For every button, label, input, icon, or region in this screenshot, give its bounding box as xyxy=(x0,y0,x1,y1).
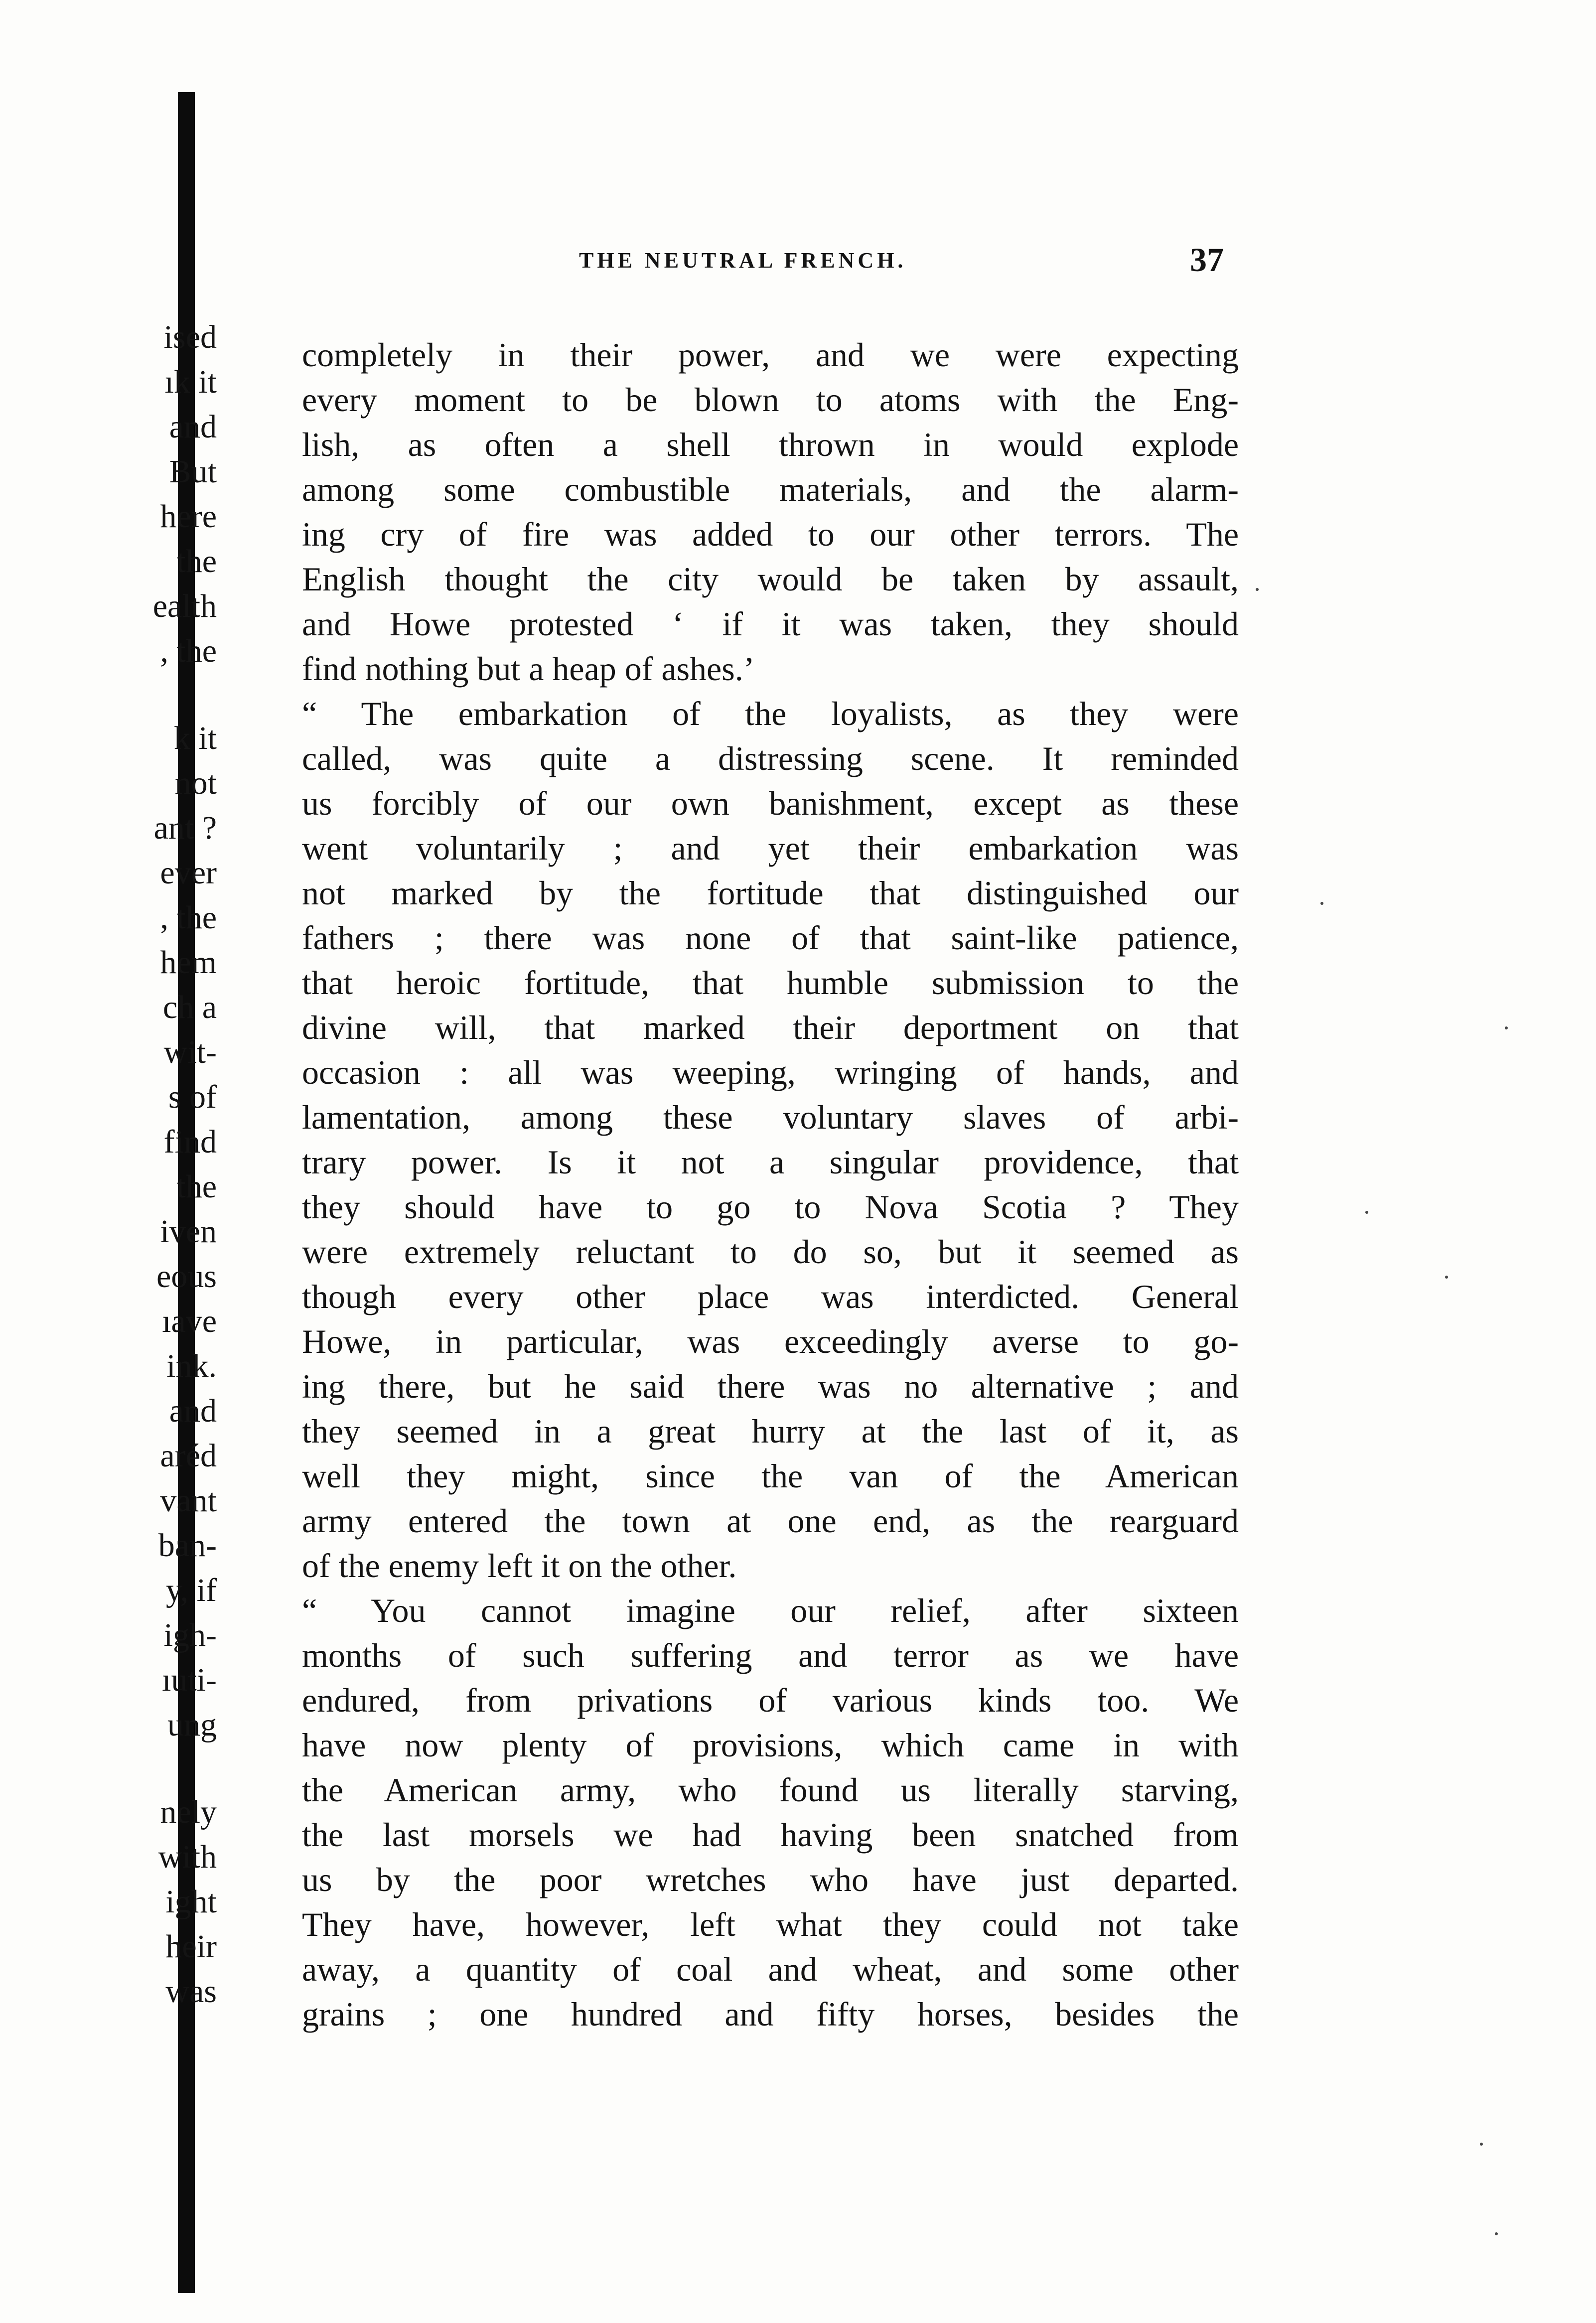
text-line: went voluntarily ; and yet their embarkation was xyxy=(302,829,1239,867)
text-line: the American army, who found us literally starving, xyxy=(302,1771,1239,1809)
running-head: THE NEUTRAL FRENCH. xyxy=(579,248,907,273)
margin-fragment: and xyxy=(169,1393,217,1429)
margin-fragment: , the xyxy=(160,899,217,936)
scan-speck xyxy=(1495,2232,1498,2235)
text-line: divine will, that marked their deportment on that xyxy=(302,1009,1239,1046)
margin-fragment: ight xyxy=(165,1884,217,1920)
text-line: They have, however, left what they could not take xyxy=(302,1905,1239,1943)
scan-speck xyxy=(1445,1276,1448,1279)
text-line: endured, from privations of various kinds too. We xyxy=(302,1681,1239,1719)
margin-fragment: here xyxy=(160,498,217,535)
text-line: months of such suffering and terror as we have xyxy=(302,1636,1239,1674)
text-line: they seemed in a great hurry at the last of it, as xyxy=(302,1412,1239,1450)
text-line: not marked by the fortitude that distinguished our xyxy=(302,874,1239,912)
margin-fragment: ık it xyxy=(164,364,217,400)
margin-fragment: vant xyxy=(160,1482,217,1519)
text-line: find nothing but a heap of ashes.’ xyxy=(302,650,755,688)
margin-fragment: ch a xyxy=(162,989,217,1025)
margin-fragment: hem xyxy=(160,944,217,981)
text-line: army entered the town at one end, as the rearguard xyxy=(302,1502,1239,1540)
scan-speck xyxy=(1256,588,1259,591)
text-line: ing there, but he said there was no alternative ; and xyxy=(302,1367,1239,1405)
text-line: grains ; one hundred and fifty horses, besides the xyxy=(302,1995,1239,2033)
margin-fragment: eous xyxy=(156,1258,217,1295)
margin-fragment: not xyxy=(174,765,217,801)
margin-fragment: aréd xyxy=(160,1438,217,1474)
margin-fragment: the xyxy=(176,543,217,580)
margin-fragment: ant ? xyxy=(153,810,217,846)
margin-fragment: , the xyxy=(160,633,217,669)
margin-fragment: the xyxy=(176,1168,217,1205)
text-line: ing cry of fire was added to our other terrors. The xyxy=(302,515,1239,553)
text-line: they should have to go to Nova Scotia ? They xyxy=(302,1188,1239,1226)
margin-fragment: igh- xyxy=(163,1617,217,1653)
margin-fragment: heir xyxy=(165,1928,217,1965)
text-line: the last morsels we had having been snatched from xyxy=(302,1816,1239,1854)
text-line: that heroic fortitude, that humble submission to the xyxy=(302,964,1239,1002)
text-line: completely in their power, and we were expecting xyxy=(302,336,1239,374)
margin-fragment: and xyxy=(169,409,217,445)
margin-fragment: s of xyxy=(168,1079,217,1115)
text-line: fathers ; there was none of that saint-like patience, xyxy=(302,919,1239,957)
margin-fragment: wit- xyxy=(163,1034,217,1070)
margin-fragment: was xyxy=(165,1973,217,2010)
text-line: and Howe protested ‘ if it was taken, they should xyxy=(302,605,1239,643)
text-line: every moment to be blown to atoms with the Eng- xyxy=(302,381,1239,419)
margin-fragment: ever xyxy=(160,855,217,891)
text-line: well they might, since the van of the American xyxy=(302,1457,1239,1495)
margin-fragment: ealth xyxy=(152,588,217,624)
margin-fragment: ung xyxy=(167,1707,217,1743)
text-line: of the enemy left it on the other. xyxy=(302,1547,737,1585)
margin-fragment: with xyxy=(158,1839,217,1875)
text-line: though every other place was interdicted. General xyxy=(302,1278,1239,1315)
text-line: were extremely reluctant to do so, but it seemed as xyxy=(302,1233,1239,1271)
page-number: 37 xyxy=(1190,241,1224,279)
margin-fragment: k it xyxy=(173,720,217,756)
scan-speck xyxy=(1365,1211,1368,1214)
margin-fragment: ink. xyxy=(166,1348,217,1384)
text-line: called, was quite a distressing scene. It reminded xyxy=(302,739,1239,777)
text-line: away, a quantity of coal and wheat, and some other xyxy=(302,1950,1239,1988)
text-line: trary power. Is it not a singular providence, that xyxy=(302,1143,1239,1181)
margin-fragment: find xyxy=(163,1124,217,1160)
scan-speck xyxy=(1505,1026,1508,1029)
margin-fragment: ıuti- xyxy=(162,1662,217,1698)
text-line: lish, as often a shell thrown in would explode xyxy=(302,426,1239,463)
text-line: us by the poor wretches who have just departed. xyxy=(302,1861,1239,1898)
text-line: have now plenty of provisions, which came in with xyxy=(302,1726,1239,1764)
text-line: Howe, in particular, was exceedingly averse to go- xyxy=(302,1322,1239,1360)
margin-fragment: nely xyxy=(160,1794,217,1830)
margin-fragment: ised xyxy=(163,319,217,355)
text-line: “ You cannot imagine our relief, after sixteen xyxy=(302,1592,1239,1629)
text-line: lamentation, among these voluntary slaves of arbi- xyxy=(302,1098,1239,1136)
margin-fragment: ban- xyxy=(158,1527,217,1564)
text-line: “ The embarkation of the loyalists, as they were xyxy=(302,695,1239,732)
scan-speck xyxy=(1320,902,1323,905)
margin-fragment: ıave xyxy=(162,1303,217,1339)
text-line: English thought the city would be taken by assault, xyxy=(302,560,1239,598)
text-line: us forcibly of our own banishment, except as these xyxy=(302,784,1239,822)
text-line: among some combustible materials, and the alarm- xyxy=(302,470,1239,508)
scan-speck xyxy=(1480,2143,1483,2146)
text-line: occasion : all was weeping, wringing of hands, and xyxy=(302,1053,1239,1091)
margin-fragment: iven xyxy=(160,1213,217,1250)
margin-fragment: y, if xyxy=(165,1572,217,1608)
margin-fragment: But xyxy=(169,453,217,490)
